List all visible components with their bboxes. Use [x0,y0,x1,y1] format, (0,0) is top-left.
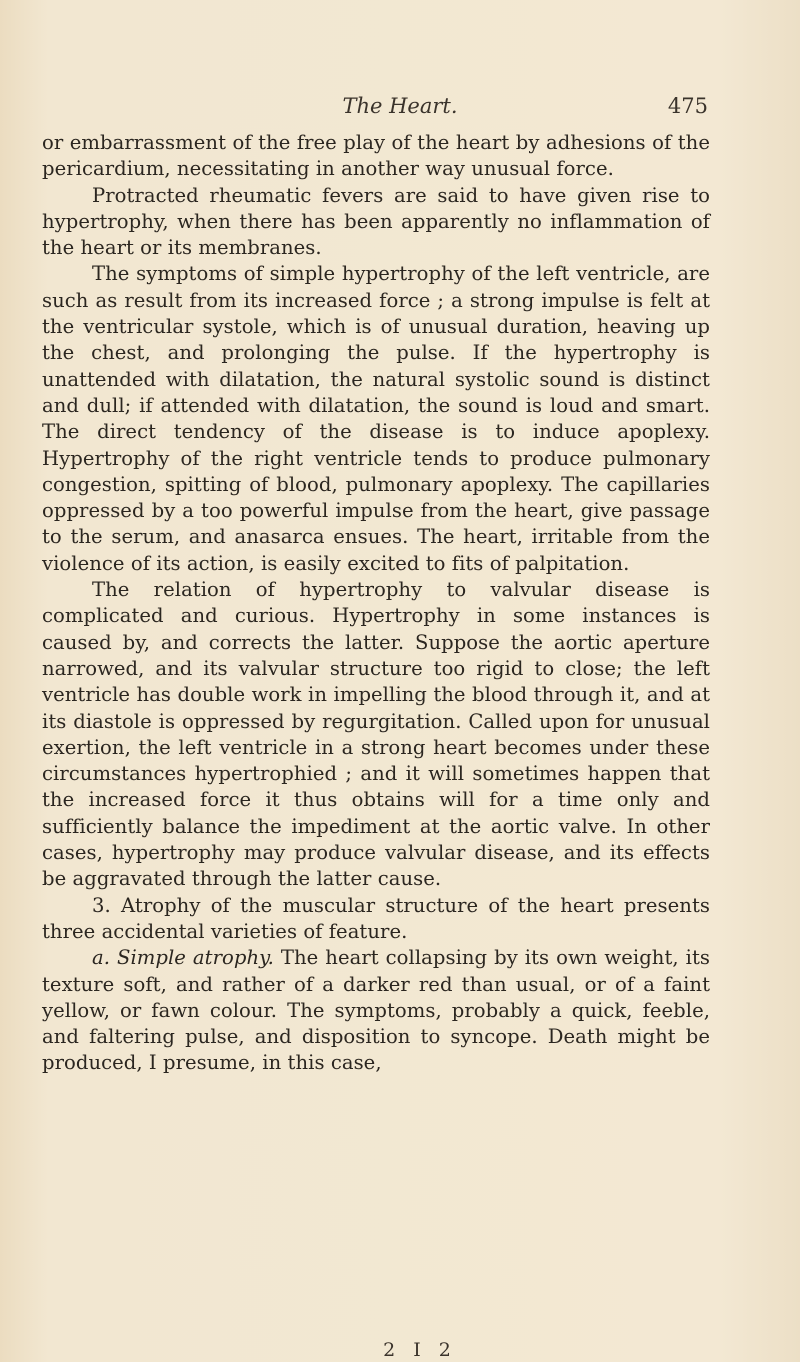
paragraph-valvular-relation: The relation of hypertrophy to valvular disease is complicated and curious. Hypertrophy in some instances is caused by, and corrects the latter. Suppose the aortic aperture narrowed, and its valvular structure too rigid to close; the left ventricle has double work in impelling the blood through it, and at its diastole is oppressed by regurgitation. Called upon for unusual exertion, the left ventricle in a strong heart becomes under these circumstances hypertrophied ; and it will sometimes happen that the increased force it thus obtains will for a time only and sufficiently balance the impediment at the aortic valve. In other cases, hypertrophy may produce valvular disease, and its effects be aggravated through the latter cause. [42,578,710,891]
body-text [42,130,710,1077]
page-header [0,94,800,124]
paragraph-continuation: or embarrassment of the free play of the heart by adhesions of the pericardium, necessitating in another way unusual force. [42,131,710,181]
running-title: The Heart. [342,94,458,118]
paragraph-simple-atrophy [42,945,710,1076]
paragraph-atrophy: 3. Atrophy of the muscular structure of the heart presents three accidental varieties of feature. [42,893,710,943]
simple-atrophy-label: a. Simple atrophy. [92,946,274,970]
paragraph-rheumatic-fevers: Protracted rheumatic fevers are said to have given rise to hypertrophy, when there has been apparently no inflammation of the heart or its membranes. [42,183,710,260]
signature-mark: 2 I 2 [383,1339,457,1361]
page-number: 475 [667,94,708,118]
paragraph-symptoms: The symptoms of simple hypertrophy of the left ventricle, are such as result from its increased force ; a strong impulse is felt at the ventricular systole, which is of unusual duration, heaving up the chest, and prolonging the pulse. If the hypertrophy is unattended with dilatation, the natural systolic sound is distinct and dull; if attended with dilatation, the sound is loud and smart. The direct tendency of the disease is to induce apoplexy. Hypertrophy of the right ventricle tends to produce pulmonary congestion, spitting of blood, pulmonary apoplexy. The capillaries oppressed by a too powerful impulse from the heart, give passage to the serum, and anasarca ensues. The heart, irritable from the violence of its action, is easily excited to fits of palpitation. [42,262,710,575]
simple-atrophy-text: The heart collapsing by its own weight, its texture soft, and rather of a darker red than usual, or of a faint yellow, or fawn colour. The symptoms, probably a quick, feeble, and faltering pulse, and disposition to syncope. Death might be produced, I presume, in this case, [42,946,711,1075]
